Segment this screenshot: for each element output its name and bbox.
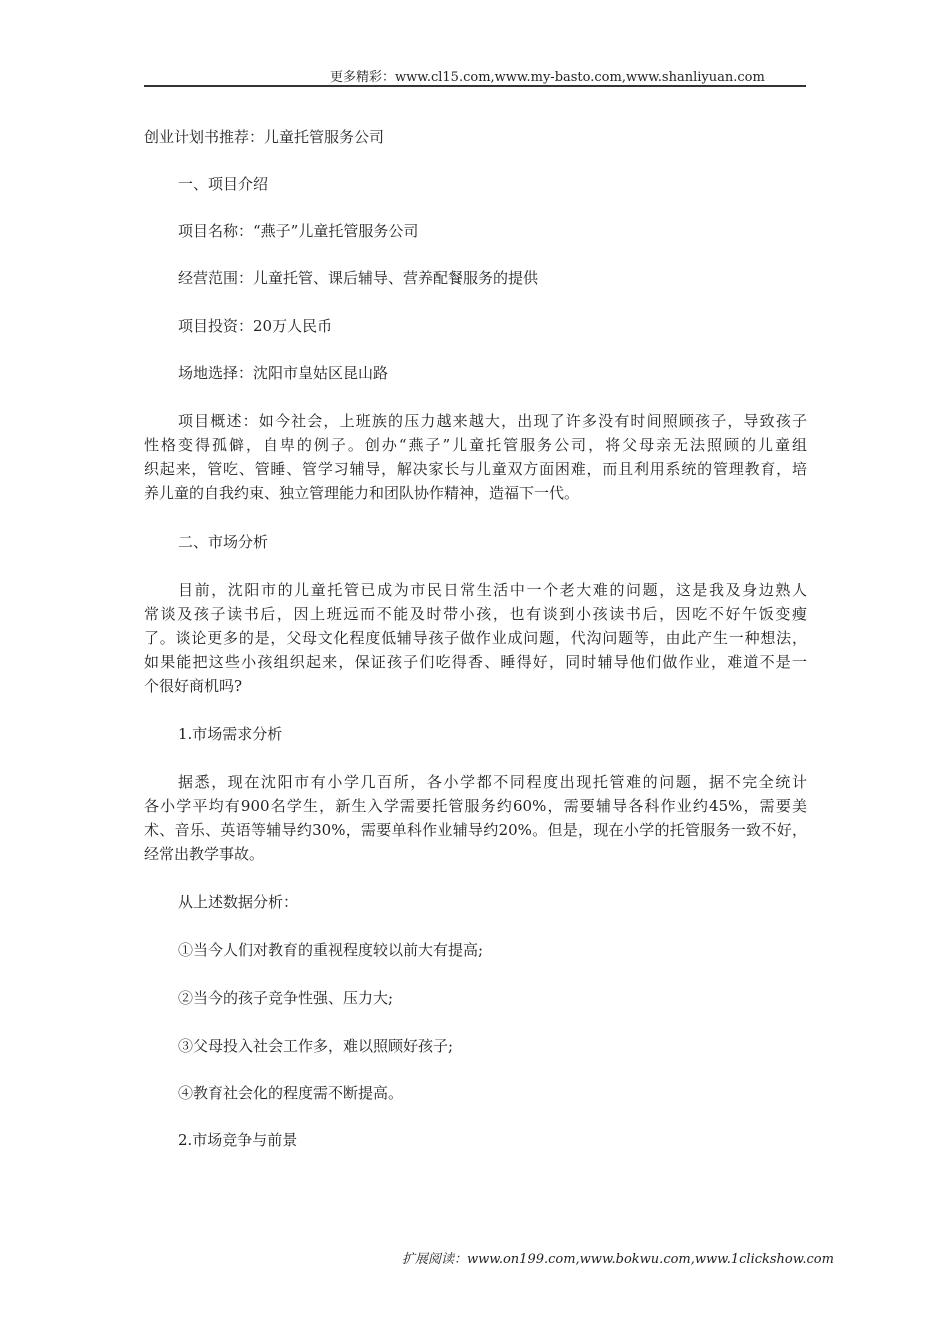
project-name: 项目名称：“燕子”儿童托管服务公司 (178, 222, 419, 240)
document-title: 创业计划书推荐：儿童托管服务公司 (144, 128, 385, 146)
demand-paragraph (144, 770, 807, 866)
text-line: 性格变得孤僻，自卑的例子。创办“燕子”儿童托管服务公司，将父母亲无法照顾的儿童组 (144, 436, 807, 454)
text-line: 了。谈论更多的是，父母文化程度低辅导孩子做作业成问题，代沟问题等，由此产生一种想法， (144, 629, 807, 647)
analysis-point: ④教育社会化的程度需不断提高。 (178, 1084, 404, 1102)
project-investment: 项目投资：20万人民币 (178, 317, 333, 335)
business-scope: 经营范围：儿童托管、课后辅导、营养配餐服务的提供 (178, 269, 539, 287)
analysis-heading: 从上述数据分析： (178, 893, 299, 911)
section-heading-market: 二、市场分析 (178, 533, 269, 551)
project-overview-paragraph (144, 409, 807, 505)
subheading-demand: 1.市场需求分析 (178, 725, 283, 743)
analysis-point: ③父母投入社会工作多，难以照顾好孩子; (178, 1037, 454, 1055)
analysis-point: ①当今人们对教育的重视程度较以前大有提高; (178, 941, 484, 959)
text-line: 养儿童的自我约束、独立管理能力和团队协作精神，造福下一代。 (144, 484, 580, 502)
page-header-links: 更多精彩：www.cl15.com,www.my-basto.com,www.shanliyuan.com (330, 70, 765, 85)
site-selection: 场地选择：沈阳市皇姑区昆山路 (178, 364, 389, 382)
analysis-point: ②当今的孩子竞争性强、压力大; (178, 989, 394, 1007)
text-line: 据悉，现在沈阳市有小学几百所，各小学都不同程度出现托管难的问题，据不完全统计 (178, 773, 807, 791)
header-divider (144, 85, 806, 87)
text-line: 经常出教学事故。 (144, 845, 265, 863)
text-line: 织起来，管吃、管睡、管学习辅导，解决家长与儿童双方面困难，而且利用系统的管理教育，培 (144, 460, 807, 478)
market-intro-paragraph (144, 578, 807, 698)
page-footer-links: 扩展阅读：www.on199.com,www.bokwu.com,www.1clickshow.com (402, 1252, 834, 1267)
section-heading-intro: 一、项目介绍 (178, 175, 269, 193)
text-line: 目前，沈阳市的儿童托管已成为市民日常生活中一个老大难的问题，这是我及身边熟人 (178, 581, 807, 599)
text-line: 项目概述：如今社会，上班族的压力越来越大，出现了许多没有时间照顾孩子，导致孩子 (178, 412, 807, 430)
text-line: 如果能把这些小孩组织起来，保证孩子们吃得香、睡得好，同时辅导他们做作业，难道不是一 (144, 653, 807, 671)
text-line: 各小学平均有900名学生，新生入学需要托管服务约60%，需要辅导各科作业约45%，需要美 (144, 797, 807, 815)
text-line: 个很好商机吗? (144, 677, 243, 695)
subheading-competition: 2.市场竞争与前景 (178, 1131, 298, 1149)
text-line: 术、音乐、英语等辅导约30%，需要单科作业辅导约20%。但是，现在小学的托管服务一致不好， (144, 821, 807, 839)
text-line: 常谈及孩子读书后，因上班远而不能及时带小孩，也有谈到小孩读书后，因吃不好午饭变瘦 (144, 605, 807, 623)
